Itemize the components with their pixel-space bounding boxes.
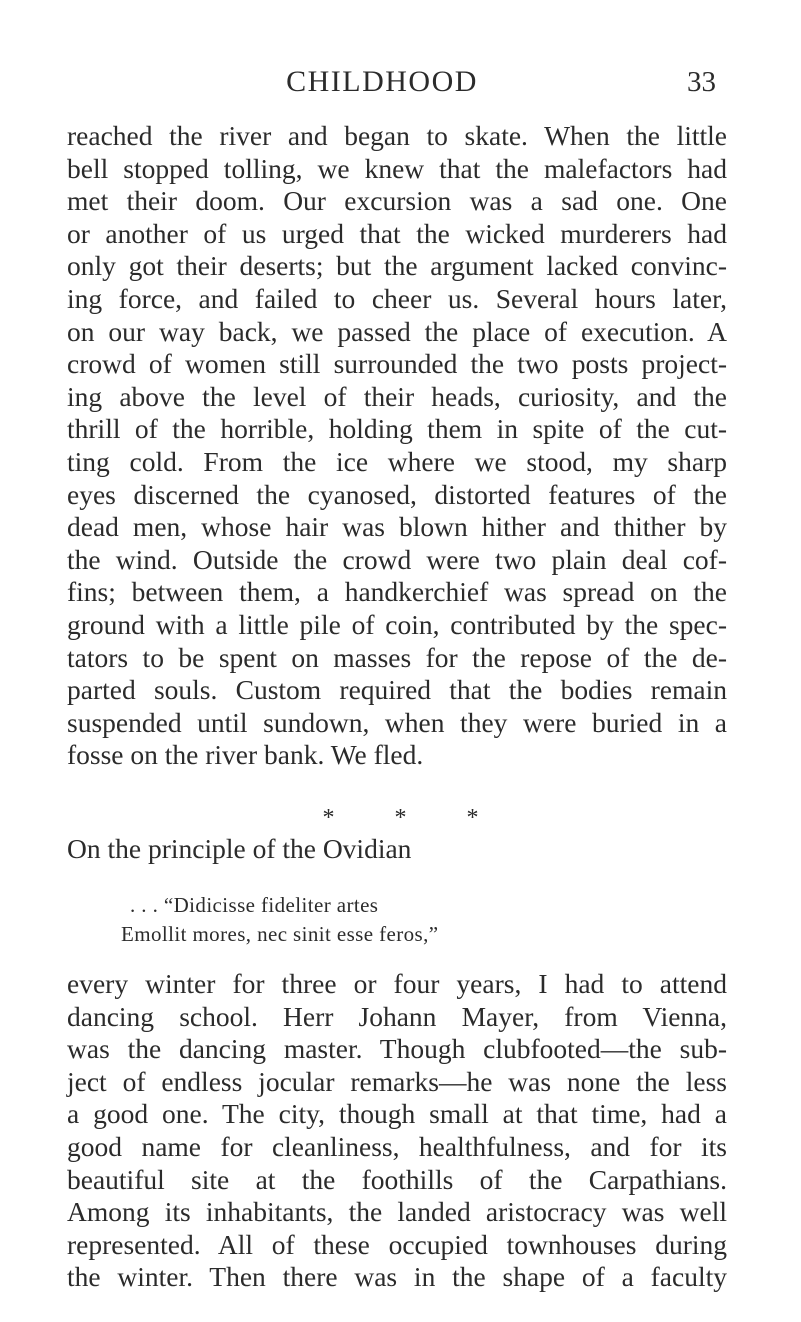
text-line: was the dancing master. Though clubfooted—the sub- bbox=[67, 1033, 727, 1065]
text-line: crowd of women still surrounded the two posts project- bbox=[67, 348, 727, 380]
text-line: tators to be spent on masses for the repose of the de- bbox=[67, 641, 727, 673]
quotation-line: Emollit mores, nec sinit esse feros,” bbox=[121, 922, 439, 946]
text-line: suspended until sundown, when they were buried in a bbox=[67, 706, 727, 738]
text-line: met their doom. Our excursion was a sad one. One bbox=[67, 185, 727, 217]
text-line: only got their deserts; but the argument lacked convinc- bbox=[67, 250, 727, 282]
text-line: ject of endless jocular remarks—he was none the less bbox=[67, 1065, 727, 1097]
text-line: the wind. Outside the crowd were two plain deal cof- bbox=[67, 543, 727, 575]
asterisk-glyph: * bbox=[394, 805, 407, 831]
text-line: eyes discerned the cyanosed, distorted features of the bbox=[67, 478, 727, 510]
text-line: good name for cleanliness, healthfulness, and for its bbox=[67, 1130, 727, 1162]
text-line: or another of us urged that the wicked murderers had bbox=[67, 217, 727, 249]
text-line: the winter. Then there was in the shape of a faculty bbox=[67, 1261, 727, 1293]
text-line: a good one. The city, though small at that time, had a bbox=[67, 1098, 727, 1130]
running-title: CHILDHOOD bbox=[286, 65, 478, 98]
page-number: 33 bbox=[687, 66, 716, 98]
quotation-intro: On the principle of the Ovidian bbox=[67, 833, 412, 864]
text-line: dancing school. Herr Johann Mayer, from Vienna, bbox=[67, 1000, 727, 1032]
paragraph-2 bbox=[67, 968, 727, 1294]
text-line: beautiful site at the foothills of the Carpathians. bbox=[67, 1163, 727, 1195]
asterisk-glyph: * bbox=[322, 805, 335, 831]
asterisk-glyph: * bbox=[466, 805, 479, 831]
text-line: ing above the level of their heads, curiosity, and the bbox=[67, 380, 727, 412]
text-line: bell stopped tolling, we knew that the malefactors had bbox=[67, 152, 727, 184]
text-line: ground with a little pile of coin, contributed by the spec- bbox=[67, 608, 727, 640]
text-line: every winter for three or four years, I had to attend bbox=[67, 968, 727, 999]
text-line: ting cold. From the ice where we stood, my sharp bbox=[67, 445, 727, 477]
text-line: dead men, whose hair was blown hither and thither by bbox=[67, 511, 727, 543]
text-line: fosse on the river bank. We fled. bbox=[67, 739, 424, 771]
text-line: fins; between them, a handkerchief was spread on the bbox=[67, 576, 727, 608]
quotation-line: . . . “Didicisse fideliter artes bbox=[130, 893, 379, 917]
text-line: ing force, and failed to cheer us. Several hours later, bbox=[67, 282, 727, 314]
text-line: reached the river and began to skate. When the little bbox=[67, 120, 727, 151]
text-line: represented. All of these occupied townhouses during bbox=[67, 1228, 727, 1260]
running-head bbox=[0, 62, 801, 102]
text-line: thrill of the horrible, holding them in spite of the cut- bbox=[67, 413, 727, 445]
text-line: Among its inhabitants, the landed aristocracy was well bbox=[67, 1196, 727, 1228]
paragraph-1 bbox=[67, 120, 727, 772]
section-separator bbox=[0, 803, 801, 833]
text-line: parted souls. Custom required that the bodies remain bbox=[67, 674, 727, 706]
text-line: on our way back, we passed the place of execution. A bbox=[67, 315, 727, 347]
